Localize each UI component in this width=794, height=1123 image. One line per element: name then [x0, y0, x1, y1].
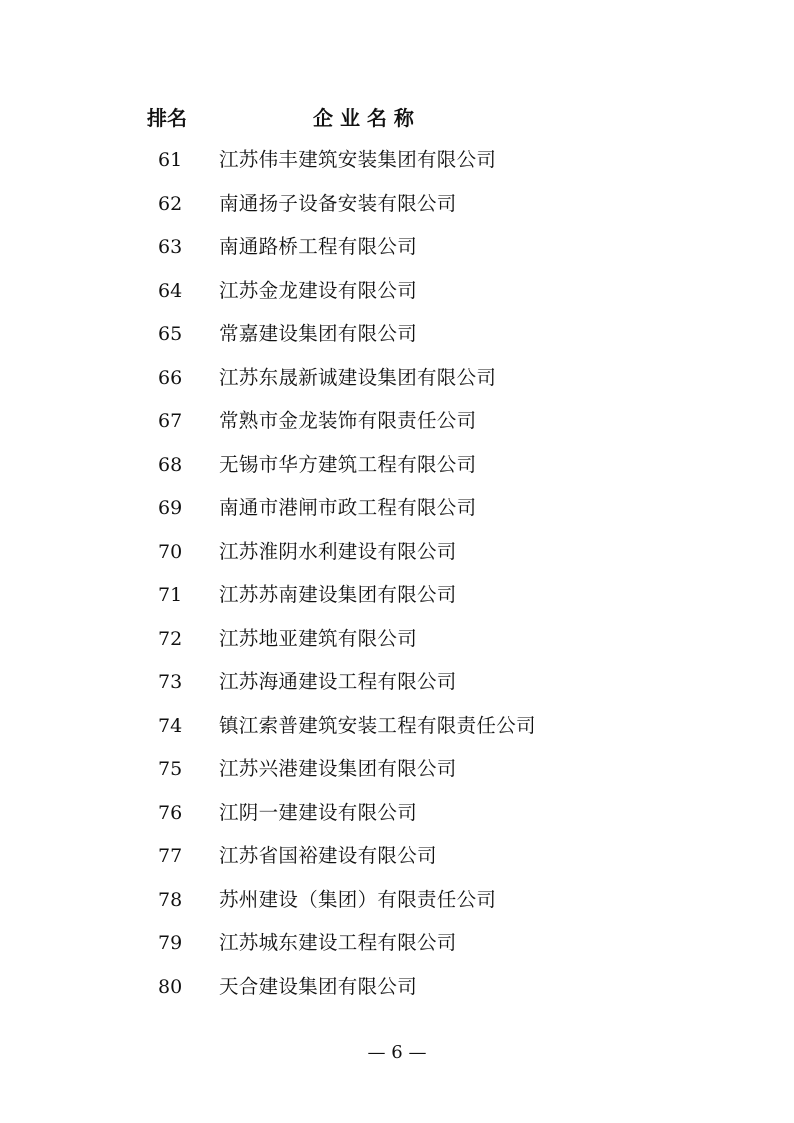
table-header: [0, 103, 794, 135]
list-item: [0, 448, 794, 492]
company-name: 南通路桥工程有限公司: [219, 235, 418, 258]
company-name: 江苏省国裕建设有限公司: [219, 844, 437, 867]
list-item: [0, 883, 794, 927]
rank-number: 63: [158, 236, 183, 258]
company-name: 江苏苏南建设集团有限公司: [219, 583, 457, 606]
list-item: [0, 361, 794, 405]
list-item: [0, 752, 794, 796]
rank-number: 68: [158, 453, 183, 476]
rank-number: 73: [158, 671, 183, 693]
list-item: [0, 665, 794, 709]
ranking-list: [0, 143, 794, 1013]
rank-number: 66: [158, 366, 183, 389]
company-name: 南通扬子设备安装有限公司: [219, 191, 457, 215]
rank-number: 79: [158, 932, 183, 954]
company-name: 江阴一建建设有限公司: [219, 800, 418, 824]
company-name: 江苏海通建设工程有限公司: [219, 670, 457, 693]
list-item: [0, 796, 794, 840]
list-item: [0, 404, 794, 448]
company-name: 常嘉建设集团有限公司: [219, 322, 418, 345]
company-name: 常熟市金龙装饰有限责任公司: [219, 409, 477, 432]
rank-number: 72: [158, 627, 183, 650]
rank-number: 67: [158, 410, 183, 432]
rank-number: 64: [158, 279, 183, 302]
company-name: 江苏伟丰建筑安装集团有限公司: [219, 148, 497, 171]
company-name: 江苏城东建设工程有限公司: [219, 931, 457, 954]
company-name: 江苏淮阴水利建设有限公司: [219, 539, 457, 563]
rank-number: 61: [158, 149, 183, 171]
list-item: [0, 709, 794, 753]
rank-number: 69: [158, 497, 183, 519]
rank-number: 75: [158, 758, 183, 780]
company-name: 江苏东晟新诚建设集团有限公司: [219, 365, 497, 389]
rank-number: 77: [158, 845, 183, 867]
list-item: [0, 926, 794, 970]
company-name-column-header: 企 业 名 称: [313, 106, 414, 130]
company-name: 江苏金龙建设有限公司: [219, 278, 418, 302]
list-item: [0, 578, 794, 622]
rank-column-header: 排名: [147, 106, 187, 130]
rank-number: 62: [158, 192, 183, 215]
rank-number: 78: [158, 888, 183, 911]
company-name: 苏州建设（集团）有限责任公司: [219, 887, 497, 911]
company-name: 镇江索普建筑安装工程有限责任公司: [219, 713, 536, 737]
list-item: [0, 187, 794, 231]
company-name: 江苏地亚建筑有限公司: [219, 626, 418, 650]
rank-number: 65: [158, 323, 183, 345]
rank-number: 80: [158, 975, 183, 998]
list-item: [0, 622, 794, 666]
list-item: [0, 274, 794, 318]
company-name: 江苏兴港建设集团有限公司: [219, 757, 457, 780]
rank-number: 70: [158, 540, 183, 563]
list-item: [0, 317, 794, 361]
page-number: — 6 —: [367, 1042, 427, 1063]
list-item: [0, 230, 794, 274]
company-name: 天合建设集团有限公司: [219, 974, 418, 998]
company-name: 无锡市华方建筑工程有限公司: [219, 452, 477, 476]
list-item: [0, 535, 794, 579]
list-item: [0, 491, 794, 535]
list-item: [0, 839, 794, 883]
list-item: [0, 970, 794, 1014]
rank-number: 74: [158, 714, 183, 737]
list-item: [0, 143, 794, 187]
rank-number: 76: [158, 801, 183, 824]
company-name: 南通市港闸市政工程有限公司: [219, 496, 477, 519]
rank-number: 71: [158, 584, 183, 606]
